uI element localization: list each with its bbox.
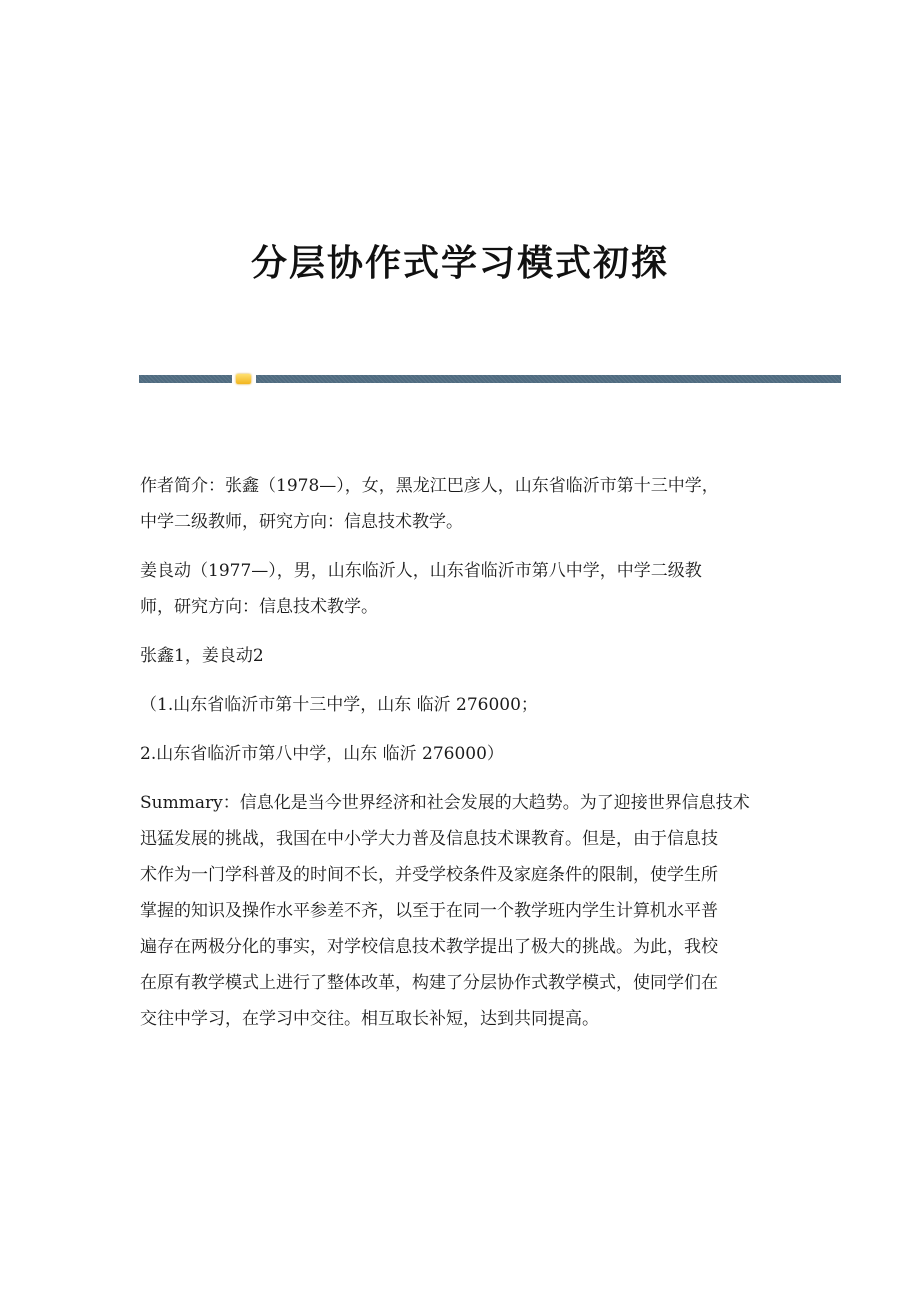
text-line: 作者简介：张鑫（1978—），女，黑龙江巴彦人，山东省临沂市第十三中学， <box>140 476 719 496</box>
text-line: 在原有教学模式上进行了整体改革，构建了分层协作式教学模式，使同学们在 <box>140 973 718 993</box>
author-bio-jiang <box>140 553 790 625</box>
text-line: 姜良动（1977—），男，山东临沂人，山东省临沂市第八中学，中学二级教 <box>140 561 702 581</box>
affiliation-2 <box>140 736 790 772</box>
text-line: 迅猛发展的挑战，我国在中小学大力普及信息技术课教育。但是，由于信息技 <box>140 829 718 849</box>
text-line: 术作为一门学科普及的时间不长，并受学校条件及家庭条件的限制，使学生所 <box>140 865 718 885</box>
divider-ornament-icon <box>236 374 251 384</box>
text-line: （1.山东省临沂市第十三中学，山东 临沂 276000； <box>140 695 538 715</box>
text-line: Summary：信息化是当今世界经济和社会发展的大趋势。为了迎接世界信息技术 <box>140 793 750 813</box>
text-line: 中学二级教师，研究方向：信息技术教学。 <box>140 512 463 532</box>
summary-paragraph <box>140 785 790 1037</box>
title-divider-left <box>139 375 232 383</box>
author-names <box>140 638 790 674</box>
document-body <box>140 468 790 1050</box>
text-line: 张鑫1，姜良动2 <box>140 646 264 666</box>
text-line: 2.山东省临沂市第八中学，山东 临沂 276000） <box>140 744 504 764</box>
document-title: 分层协作式学习模式初探 <box>250 243 669 285</box>
text-line: 掌握的知识及操作水平参差不齐，以至于在同一个教学班内学生计算机水平普 <box>140 901 718 921</box>
author-bio-zhang <box>140 468 790 540</box>
text-line: 师，研究方向：信息技术教学。 <box>140 597 378 617</box>
title-divider-right <box>256 375 841 383</box>
affiliation-1 <box>140 687 790 723</box>
text-line: 交往中学习，在学习中交往。相互取长补短，达到共同提高。 <box>140 1009 599 1029</box>
text-line: 遍存在两极分化的事实，对学校信息技术教学提出了极大的挑战。为此，我校 <box>140 937 718 957</box>
